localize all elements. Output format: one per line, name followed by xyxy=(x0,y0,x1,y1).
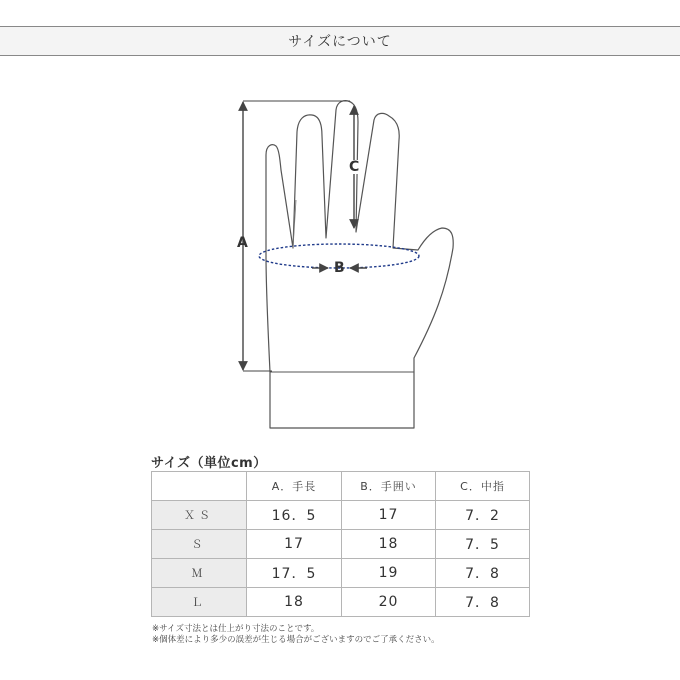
table-cell: 7．8 xyxy=(436,588,530,617)
table-cell: 17 xyxy=(342,501,436,530)
table-row xyxy=(152,501,530,530)
table-header-row xyxy=(152,472,530,501)
table-cell: 17．5 xyxy=(247,559,342,588)
label-c: C xyxy=(349,159,360,175)
size-label: Ｌ xyxy=(152,588,247,617)
table-cell: 17 xyxy=(247,530,342,559)
column-header-middle-finger: C．中指 xyxy=(436,472,530,501)
table-cell: 19 xyxy=(342,559,436,588)
footnote: ※個体差により多少の誤差が生じる場合がございますのでご了承ください。 xyxy=(152,635,440,645)
column-header-hand-length: A．手長 xyxy=(247,472,342,501)
table-cell: 7．8 xyxy=(436,559,530,588)
footnote: ※サイズ寸法とは仕上がり寸法のことです。 xyxy=(152,624,320,634)
section-title: サイズについて xyxy=(288,34,392,50)
glove-outline xyxy=(266,101,453,428)
table-row xyxy=(152,559,530,588)
table-row xyxy=(152,588,530,617)
table-cell: 20 xyxy=(342,588,436,617)
table-cell: 7．2 xyxy=(436,501,530,530)
table-cell: 18 xyxy=(247,588,342,617)
label-a: A xyxy=(237,235,248,251)
label-b: B xyxy=(334,260,345,276)
footnotes xyxy=(152,624,440,646)
size-table-title: サイズ（単位cm） xyxy=(151,456,267,471)
size-table xyxy=(151,471,530,617)
table-cell: 16．5 xyxy=(247,501,342,530)
table-cell: 7．5 xyxy=(436,530,530,559)
size-label: Ｍ xyxy=(152,559,247,588)
column-header-hand-circumference: B．手囲い xyxy=(342,472,436,501)
size-label: ＸＳ xyxy=(152,501,247,530)
table-row xyxy=(152,530,530,559)
table-corner-cell xyxy=(152,472,247,501)
size-label: Ｓ xyxy=(152,530,247,559)
table-cell: 18 xyxy=(342,530,436,559)
